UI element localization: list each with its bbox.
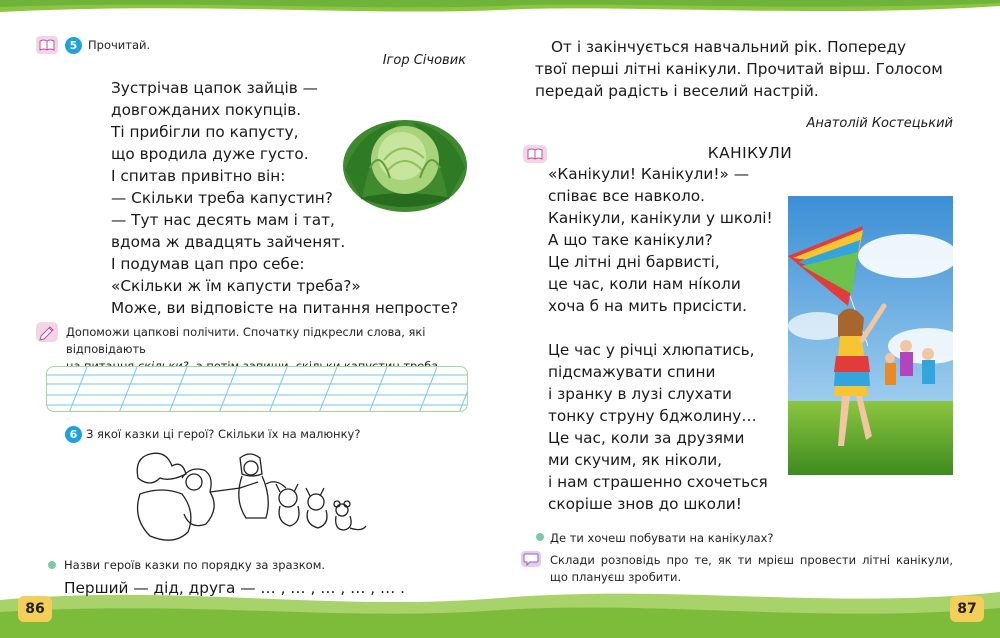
answer-writing-area[interactable] [46,366,468,412]
question-story: Склади розповідь про те, як ти мрієш провести літні канікули, що плануєш зробити. [550,553,953,584]
cabbage-illustration [340,108,470,216]
book-icon [36,36,58,54]
poem-line: Це час, коли за друзями [548,429,745,447]
poem-line: і нам страшенно схочеться [548,473,768,491]
poem-line: Зустрічав цапок зайців — [111,79,318,97]
exercise-line: Допоможи цапкові полічити. Спочатку підкресли слова, які відповідають [66,325,426,356]
pencil-icon [36,322,58,342]
poem-line: «Скільки ж їм капусти треба?» [111,277,361,295]
page-number-left: 86 [18,596,52,622]
bullet-dot [48,561,56,569]
top-green-band [0,0,1000,22]
question-vacation: Де ти хочеш побувати на канікулах? [550,531,774,545]
poem-line: це час, коли нам ні́коли [548,275,741,293]
poem-line: — Тут нас десять мам і тат, [111,211,335,229]
speech-bubble-icon [521,551,541,567]
poem-line: А що таке канікули? [548,231,713,249]
task6-instruction: Назви героїв казки по порядку за зразком. [64,558,326,572]
poem-line: — Скільки треба капустин? [111,189,333,207]
task-number-badge: 5 [65,37,82,54]
poem-line: «Канікули! Канікули!» — [548,165,749,183]
poem-line: підсмажувати спини [548,363,716,381]
answer-pattern: Перший — дід, друга — … , … , … , … , … . [64,579,405,597]
poem-line: і зранку в лузі слухати [548,385,732,403]
writing-lines [47,367,468,412]
task-instruction: Прочитай. [88,38,151,52]
lesson-intro [535,36,953,102]
poem-line: тонку струну бджолину… [548,407,757,425]
poem-line: вдома ж двадцять зайченят. [111,233,346,251]
poem-line: співає все навколо. [548,187,705,205]
poem-line [548,317,773,339]
intro-line: твої перші літні канікули. Прочитай вірш. Голосом [535,60,943,78]
task6-question: З якої казки ці герої? Скільки їх на малюнку? [86,427,361,441]
poem-line: Канікули, канікули у школі! [548,209,773,227]
poem-author: Ігор Січовик [382,53,466,68]
poem-text [548,163,773,515]
intro-line: От і закінчується навчальний рік. Попереду [551,38,907,56]
poem-line: ми скучим, як ніколи, [548,451,723,469]
poem-line: довгожданих покупців. [111,101,302,119]
children-with-kite-photo [788,196,953,475]
poem-line: скоріше знов до школи! [548,495,742,513]
poem-line: Ті прибігли по капусту, [111,123,299,141]
task-number-badge: 6 [65,426,82,443]
poem-title: КАНІКУЛИ [707,144,793,162]
poem-author: Анатолій Костецький [806,116,953,131]
book-icon [523,145,547,163]
intro-line: передай радість і веселий настрій. [535,82,819,100]
poem-line: що вродила дуже густо. [111,145,309,163]
poem-line: Це час у річці хлюпатись, [548,341,755,359]
poem-line: І спитав привітно він: [111,167,286,185]
poem-line: Може, ви відповісте на питання непросте? [111,299,459,317]
fairy-tale-heroes-drawing [130,448,370,548]
bullet-dot [536,533,544,541]
poem-line: Це літні дні барвисті, [548,253,720,271]
poem-line: І подумав цап про себе: [111,255,305,273]
poem-line: хоча б на мить присісти. [548,297,747,315]
page-number-right: 87 [950,596,984,622]
